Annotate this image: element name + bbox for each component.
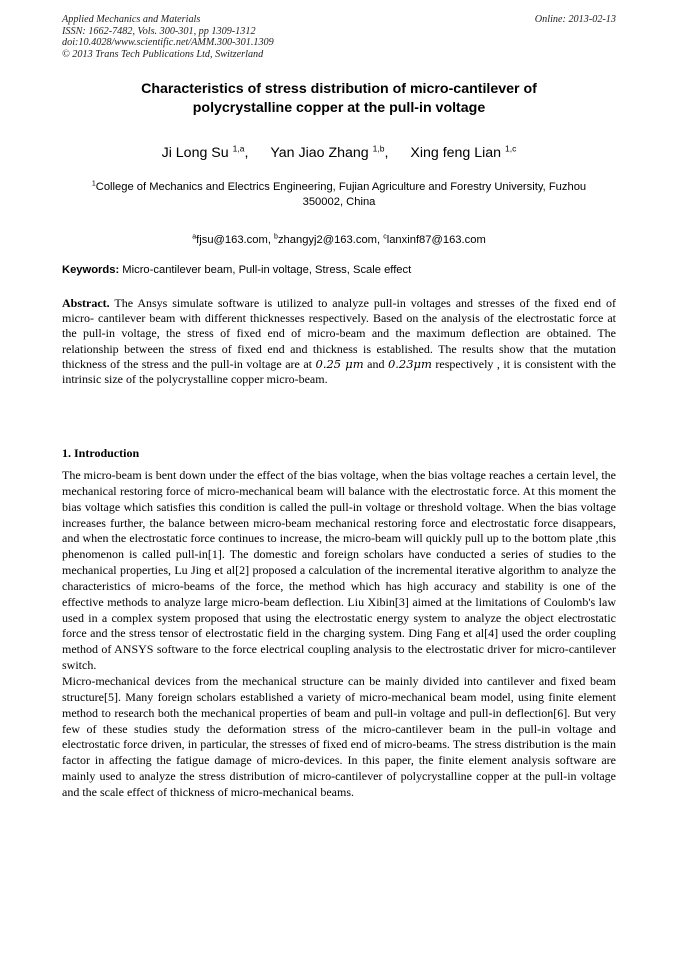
- email-mark: c: [383, 233, 387, 241]
- affiliation-line-1: [62, 180, 616, 195]
- author-name: Yan Jiao Zhang: [270, 145, 369, 161]
- affiliation-mark: 1: [91, 180, 96, 188]
- email-separator: ,: [377, 234, 384, 246]
- author: [410, 145, 516, 161]
- journal-header: [62, 14, 616, 60]
- abstract: [62, 296, 616, 387]
- journal-issn: ISSN: 1662-7482, Vols. 300-301, pp 1309-1312: [62, 25, 256, 37]
- email-mark: a: [192, 233, 197, 241]
- author: [162, 145, 249, 161]
- affiliation: [62, 180, 616, 210]
- section-heading: 1. Introduction: [62, 446, 140, 460]
- keywords-text: Micro-cantilever beam, Pull-in voltage, Stress, Scale effect: [119, 264, 412, 276]
- title-line-2: polycrystalline copper at the pull-in voltage: [192, 100, 486, 116]
- author: [270, 145, 388, 161]
- journal-name: Applied Mechanics and Materials: [62, 14, 201, 25]
- author-separator: ,: [384, 145, 389, 161]
- journal-meta: [62, 14, 482, 60]
- affiliation-line-2: 350002, China: [302, 196, 376, 208]
- journal-doi: doi:10.4028/www.scientific.net/AMM.300-301.1309: [62, 37, 274, 48]
- paragraph: The micro-beam is bent down under the effect of the bias voltage, when the bias voltage reaches a certain level, the mechanical restoring force of micro-mechanical beam will balance with the electrostatic force. At this moment the bias voltage which satisfies this condition is called the pull-in voltage or threshold voltage. When the bias voltage increases further, the balance between micro-beam mechanical restoring force and electrostatic force disappears, and when the electrostatic force continues to increase, the micro-beam will quickly pull up to the bottom plate ,this phenomenon is called pull-in[1]. The domestic and foreign scholars have conducted a series of studies to the mechanical properties, Lu Jing et al[2] proposed a calculation of the incremental iterative algorithm to analyze the characteristics of micro-beams of the force, the method which has high accuracy and stability is one of the effective methods to analyze large micro-beam deflection. Liu Xibin[3] aimed at the limitations of Coulomb's law used in a complex system proposed that using the electrostatic energy system to analyze the object electrostatic force and the stress tensor of electrostatic field in the charging system. Ding Fang et al[4] used the order coupling method of ANSYS software to the force electrical coupling analysis to the electrostatic driver for micro-cantilever switch.: [62, 468, 616, 673]
- keywords: [62, 263, 616, 278]
- author-name: Xing feng Lian: [410, 145, 502, 161]
- email-link[interactable]: fjsu@163.com: [196, 234, 268, 246]
- online-date: Online: 2013-02-13: [534, 14, 616, 25]
- paragraph: Micro-mechanical devices from the mechanical structure can be mainly divided into cantilever and fixed beam structure[5]. Many foreign scholars established a variety of micro-mechanical beam model, using finite element method to research both the mechanical properties of beam and pull-in voltage and pull-in deflection[6]. But very few of these studies study the deformation stress of the micro-cantilever beam in the pull-in voltage and electrostatic force driven, in particular, the stresses of fixed end of micro-beams. The stress distribution is the main factor in affecting the fatigue damage of micro-devices. In this paper, the finite element analysis software are mainly used to analyze the stress distribution of micro-cantilever of polycrystalline copper at the pull-in voltage and the scale effect of thickness of micro-mechanical beams.: [62, 673, 616, 799]
- email-mark: b: [274, 233, 278, 241]
- author-affiliation-mark: 1,b: [372, 143, 385, 154]
- author-affiliation-mark: 1,c: [505, 143, 517, 154]
- email-link[interactable]: lanxinf87@163.com: [386, 234, 486, 246]
- abstract-label: Abstract.: [62, 296, 110, 310]
- email-list: [62, 233, 616, 248]
- abstract-text: The Ansys simulate software is utilized to analyze pull-in voltages and stresses of the fixed end of micro- cantilever beam with different thicknesses respectively. Based on the analysis of the electrostatic force at the pull-in voltage, the stress of fixed end of micro-beam and the maximum deflection are obtained. The relationship between the stress of fixed end and thickness is established. The results show that the mutation thickness of the stress and the pull-in voltage are at: [62, 296, 616, 371]
- paper-title: [62, 80, 616, 118]
- author-list: [62, 143, 616, 163]
- introduction-body: [62, 468, 616, 801]
- author-affiliation-mark: 1,a: [232, 143, 245, 154]
- title-line-1: Characteristics of stress distribution of micro-cantilever of: [141, 81, 537, 97]
- email-separator: ,: [267, 234, 275, 246]
- abstract-math-value: 0.25 μm: [315, 356, 364, 371]
- author-separator: ,: [244, 145, 249, 161]
- abstract-text-end: respectively , it is consistent with the intrinsic size of the polycrystalline copper micro-beam.: [62, 356, 616, 387]
- abstract-math-value: 0.23μm: [387, 356, 432, 371]
- affiliation-text: College of Mechanics and Electrics Engineering, Fujian Agriculture and Forestry University, Fuzhou: [95, 181, 587, 193]
- author-name: Ji Long Su: [161, 145, 229, 161]
- keywords-label: Keywords:: [62, 264, 120, 276]
- abstract-and: and: [363, 356, 388, 371]
- journal-copyright: © 2013 Trans Tech Publications Ltd, Switzerland: [62, 48, 264, 60]
- email-link[interactable]: zhangyj2@163.com: [277, 234, 377, 246]
